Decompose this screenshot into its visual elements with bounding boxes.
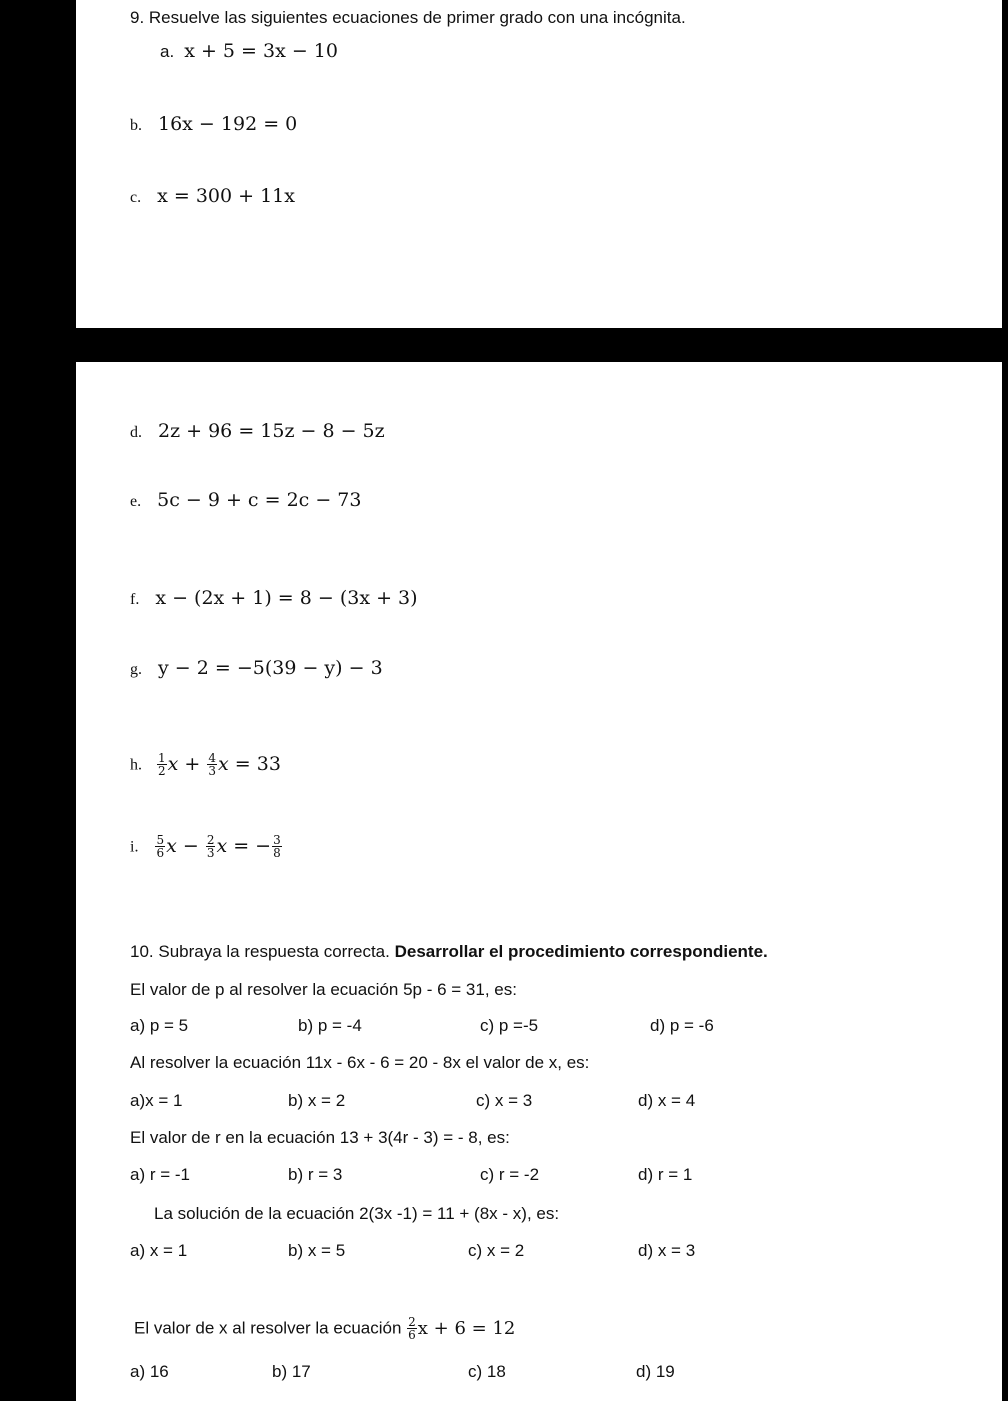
q10-option[interactable]: a) x = 1 xyxy=(130,1241,188,1260)
q10-prompt-3: El valor de r en la ecuación 13 + 3(4r - 3) = - 8, es: xyxy=(130,1128,510,1147)
fraction: $\frac{2}{3}$ xyxy=(206,833,215,860)
q10-option[interactable]: d) 19 xyxy=(636,1362,675,1381)
q10-option[interactable]: d) x = 4 xyxy=(638,1091,696,1110)
q10-option[interactable]: a) p = 5 xyxy=(130,1016,189,1035)
q10-option[interactable]: c) x = 2 xyxy=(468,1241,525,1260)
q10-option[interactable]: c) 18 xyxy=(468,1362,506,1381)
q10-prompt-1: El valor de p al resolver la ecuación 5p - 6 = 31, es: xyxy=(130,980,517,999)
page-bottom xyxy=(76,362,1002,1401)
q10-option[interactable]: b) x = 5 xyxy=(288,1241,346,1260)
q9-item-f: f. x − (2x + 1) = 8 − (3x + 3) xyxy=(130,587,418,609)
q10-option[interactable]: d) r = 1 xyxy=(638,1165,693,1184)
q10-prompt-5: El valor de x al resolver la ecuación $\frac{2}{6}$ x + 6 = 12 xyxy=(134,1315,516,1342)
q9-item-e: e. 5c − 9 + c = 2c − 73 xyxy=(130,489,362,511)
q10-option[interactable]: b) 17 xyxy=(272,1362,311,1381)
q10-option[interactable]: a)x = 1 xyxy=(130,1091,183,1110)
q10-option[interactable]: d) p = -6 xyxy=(650,1016,714,1035)
fraction: $\frac{4}{3}$ xyxy=(208,751,216,778)
q10-prompt-4: La solución de la ecuación 2(3x -1) = 11 + (8x - x), es: xyxy=(154,1204,560,1223)
q9-item-b: b. 16x − 192 = 0 xyxy=(130,113,298,135)
fraction: $\frac{1}{2}$ xyxy=(158,751,166,778)
q9-item-d: d. 2z + 96 = 15z − 8 − 5z xyxy=(130,420,385,442)
q10-option[interactable]: b) x = 2 xyxy=(288,1091,346,1110)
page-top xyxy=(76,0,1002,328)
q10-option[interactable]: d) x = 3 xyxy=(638,1241,696,1260)
q10-option[interactable]: b) p = -4 xyxy=(298,1016,362,1035)
q10-title: 10. Subraya la respuesta correcta. Desarrollar el procedimiento correspondiente. xyxy=(130,942,768,961)
q10-option[interactable]: c) p =-5 xyxy=(480,1016,539,1035)
q10-option[interactable]: a) 16 xyxy=(130,1362,169,1381)
q10-option[interactable]: a) r = -1 xyxy=(130,1165,190,1184)
q9-item-g: g. y − 2 = −5(39 − y) − 3 xyxy=(130,657,383,679)
q9-item-h: h. $\frac{1}{2}$ x + $\frac{4}{3}$ x = 33 xyxy=(130,751,281,778)
fraction: $\frac{5}{6}$ xyxy=(156,833,165,860)
q9-item-c: c. x = 300 + 11x xyxy=(130,185,295,207)
fraction: $\frac{3}{8}$ xyxy=(273,833,281,860)
q9-title: 9. Resuelve las siguientes ecuaciones de primer grado con una incógnita. xyxy=(130,8,686,27)
q10-option[interactable]: c) x = 3 xyxy=(476,1091,533,1110)
fraction: $\frac{2}{6}$ xyxy=(408,1315,416,1342)
q9-item-i: i. $\frac{5}{6}$ x − $\frac{2}{3}$ x = − $\frac{3}{8}$ xyxy=(130,833,281,860)
q10-option[interactable]: c) r = -2 xyxy=(480,1165,540,1184)
q10-option[interactable]: b) r = 3 xyxy=(288,1165,343,1184)
q10-prompt-2: Al resolver la ecuación 11x - 6x - 6 = 20 - 8x el valor de x, es: xyxy=(130,1053,590,1072)
q9-item-a: a. x + 5 = 3x − 10 xyxy=(160,40,338,62)
